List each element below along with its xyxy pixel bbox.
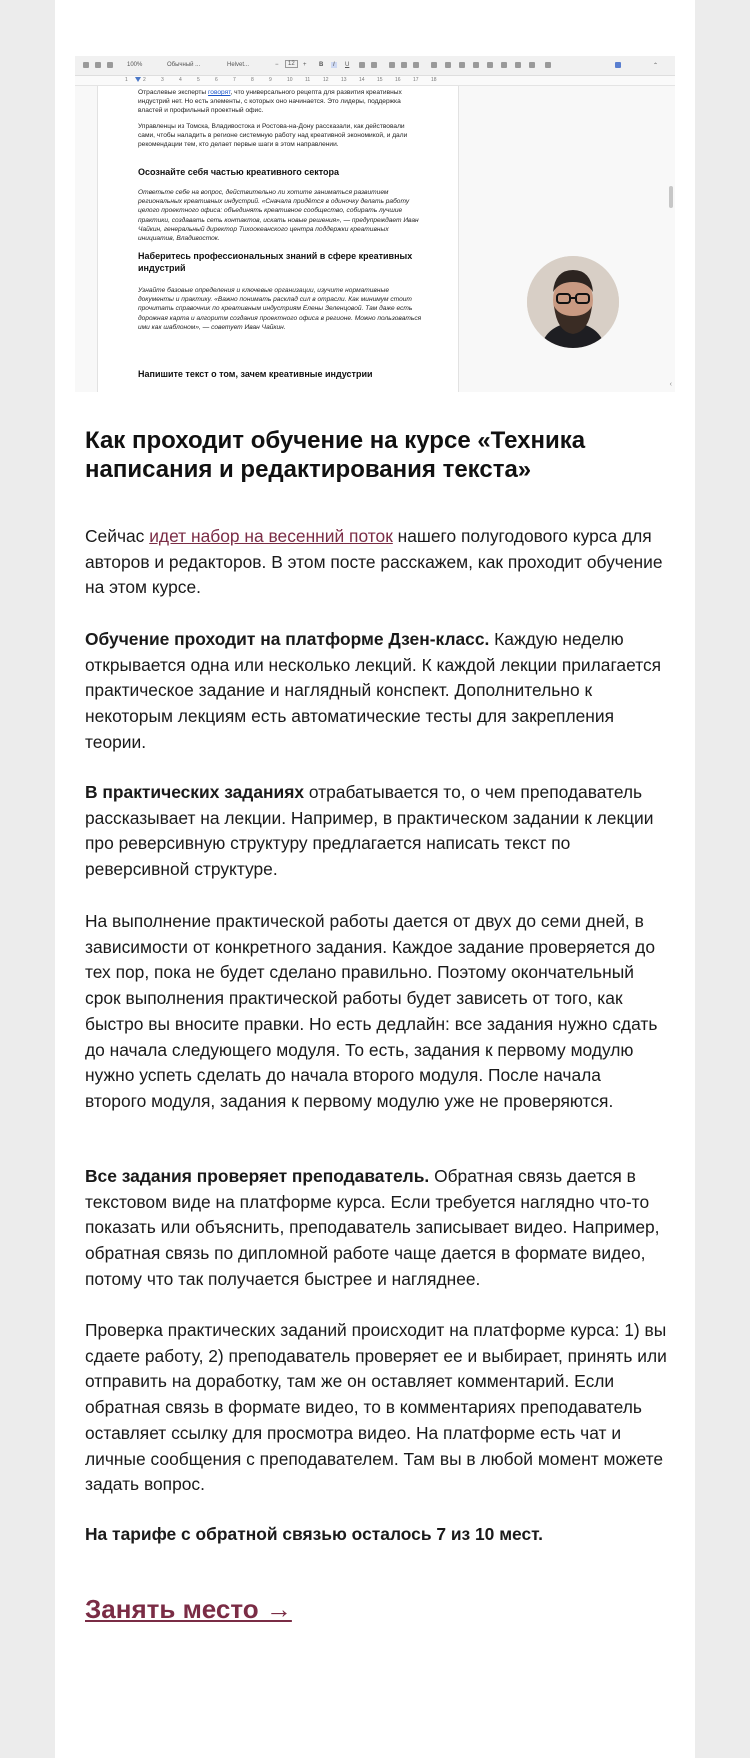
- ruler-mark: 1: [125, 77, 128, 83]
- paragraph-platform: Обучение проходит на платформе Дзен-класс. Каждую неделю открывается одна или несколько лекций. К каждой лекции прилагается практическое задание и наглядный конспект. Дополнительно к некоторым лекциям есть автоматические тесты для закрепления теории.: [85, 629, 662, 752]
- reserve-seat-link[interactable]: Занять место →: [85, 1594, 292, 1624]
- image-icon: [413, 62, 419, 68]
- doc-paragraph: Управленцы из Томска, Владивостока и Ростова-на-Дону рассказали, как действовали сами, чтобы наладить в регионе системную работу над креативной экономикой, и дали рекомендации тем, кто делает первые шаги в этом направлении.: [138, 123, 408, 149]
- underline-icon: U: [345, 62, 350, 68]
- ruler-mark: 9: [269, 77, 272, 83]
- highlight-icon: [371, 62, 377, 68]
- comment-icon: [401, 62, 407, 68]
- ruler-mark: 14: [359, 77, 365, 83]
- ruler-mark: 16: [395, 77, 401, 83]
- style-select: Обычный ...: [167, 62, 201, 68]
- numbered-list-icon: [487, 62, 493, 68]
- undo-icon: [95, 62, 101, 68]
- doc-paragraph: Ответьте себе на вопрос, действительно ли хотите заниматься развитием региональных креативных индустрий. «Сначала придётся в одиночку делать работу целого проектного офиса: объединять креативное сообщество, собирать лучшие практики, создавать сеть контактов, искать новые решения», — предупреждает Иван Чайкин, генеральный директор Тихоокеанского центра поддержки креативных инициатив, Владивосток.: [138, 189, 419, 243]
- mode-toggle-icon: [615, 62, 621, 68]
- ruler-mark: 13: [341, 77, 347, 83]
- indent-increase-icon: [515, 62, 521, 68]
- ruler-mark: 3: [161, 77, 164, 83]
- enrollment-link[interactable]: идет набор на весенний поток: [149, 526, 393, 546]
- paragraph-practice: В практических заданиях отрабатывается то, о чем преподаватель рассказывает на лекции. Например, в практическом задании к лекции про реверсивную структуру предлагается написать текст по реверсивной структуре.: [85, 782, 654, 880]
- ruler-mark: 2: [143, 77, 146, 83]
- ruler-mark: 10: [287, 77, 293, 83]
- bullet-list-icon: [473, 62, 479, 68]
- ruler-mark: 12: [323, 77, 329, 83]
- ruler-mark: 18: [431, 77, 437, 83]
- font-size-minus-icon: −: [275, 62, 279, 68]
- ruler-mark: 17: [413, 77, 419, 83]
- indent-decrease-icon: [501, 62, 507, 68]
- doc-heading: Осознайте себя частью креативного сектора: [138, 167, 340, 177]
- italic-icon: I: [333, 62, 335, 68]
- ruler-mark: 6: [215, 77, 218, 83]
- ruler-mark: 5: [197, 77, 200, 83]
- presenter-avatar: [527, 256, 619, 348]
- ruler-mark: 4: [179, 77, 182, 83]
- seats-remaining: На тарифе с обратной связью осталось 7 из 10 мест.: [85, 1524, 543, 1544]
- checklist-icon: [459, 62, 465, 68]
- paragraph-review-process: Проверка практических заданий происходит на платформе курса: 1) вы сдаете работу, 2) преподаватель проверяет ее и выбирает, принять или отправить на доработку, там же он оставляет комментарий. Если обратная связь в формате видео, то в комментариях преподаватель оставляет ссылку для просмотра видео. На платформе есть чат и личные сообщения с преподавателем. Там вы в любой момент можете задать вопрос.: [85, 1320, 667, 1495]
- editor-scrollbar: [669, 186, 673, 208]
- zoom-select: 100%: [127, 62, 143, 68]
- paragraph-intro: Сейчас идет набор на весенний поток нашего полугодового курса для авторов и редакторов. В этом посте расскажем, как проходит обучение на этом курсе.: [85, 526, 663, 598]
- doc-heading: Наберитесь профессиональных знаний в сфере креативных индустрий: [138, 251, 413, 273]
- text-color-icon: [359, 62, 365, 68]
- line-spacing-icon: [445, 62, 451, 68]
- collapse-toolbar-icon: ⌃: [653, 63, 659, 69]
- doc-heading: Напишите текст о том, зачем креативные индустрии: [138, 369, 373, 379]
- doc-link: говорят: [208, 89, 231, 96]
- font-select: Helvet...: [227, 62, 250, 68]
- print-icon: [107, 62, 113, 68]
- doc-paragraph: Узнайте базовые определения и ключевые организации, изучите нормативные документы и практику. «Важно понимать расклад сил в отрасли. Как минимум стоит прочитать справочник по креативным индустриям Елены Зеленцовой. Там даже есть дорожная карта и алгоритм создания проектного офиса в регионе. Можно пользоваться ими как шаблоном», — советует Иван Чайкин.: [138, 287, 422, 331]
- editor-screenshot: [75, 56, 675, 392]
- editor-ruler: [75, 76, 675, 86]
- search-icon: [83, 62, 89, 68]
- paragraph-feedback: Все задания проверяет преподаватель. Обратная связь дается в текстовом виде на платформе курса. Если требуется наглядно что-то показать или объяснить, преподаватель записывает видео. Например, обратная связь по дипломной работе чаще дается в формате видео, потому что так получается быстрее и нагляднее.: [85, 1166, 660, 1289]
- font-size-field: 12: [285, 60, 298, 68]
- paragraph-deadlines: На выполнение практической работы дается от двух до семи дней, в зависимости от конкретного задания. Каждое задание проверяется до тех пор, пока не будет сделано правильно. Поэтому окончательный срок выполнения практической работы будет зависеть от того, как быстро вы вносите правки. Но есть дедлайн: все задания нужно сдать до начала следующего модуля. То есть, задания к первому модулю нужно успеть сделать до начала второго модуля. После начала второго модуля, задания к первому модулю уже не проверяются.: [85, 911, 658, 1111]
- clear-format-icon: [529, 62, 535, 68]
- align-icon: [431, 62, 437, 68]
- document-page: [97, 86, 459, 392]
- indent-marker-icon: [135, 77, 141, 82]
- link-icon: [389, 62, 395, 68]
- editor-toolbar: [75, 56, 675, 76]
- bold-icon: B: [319, 62, 324, 68]
- ruler-mark: 8: [251, 77, 254, 83]
- font-size-plus-icon: +: [303, 62, 307, 68]
- doc-paragraph: Отраслевые эксперты говорят, что универсального рецепта для развития креативных индустрий нет. Но есть элементы, с которых оно начинается. Это лидеры, поддержка властей и профильный проектный офис.: [138, 89, 402, 115]
- chevron-left-icon: ‹: [669, 381, 672, 388]
- ruler-mark: 11: [305, 77, 311, 83]
- editing-mode-icon: [545, 62, 551, 68]
- ruler-mark: 15: [377, 77, 383, 83]
- article-title: Как проходит обучение на курсе «Техника написания и редактирования текста»: [85, 427, 586, 483]
- ruler-mark: 7: [233, 77, 236, 83]
